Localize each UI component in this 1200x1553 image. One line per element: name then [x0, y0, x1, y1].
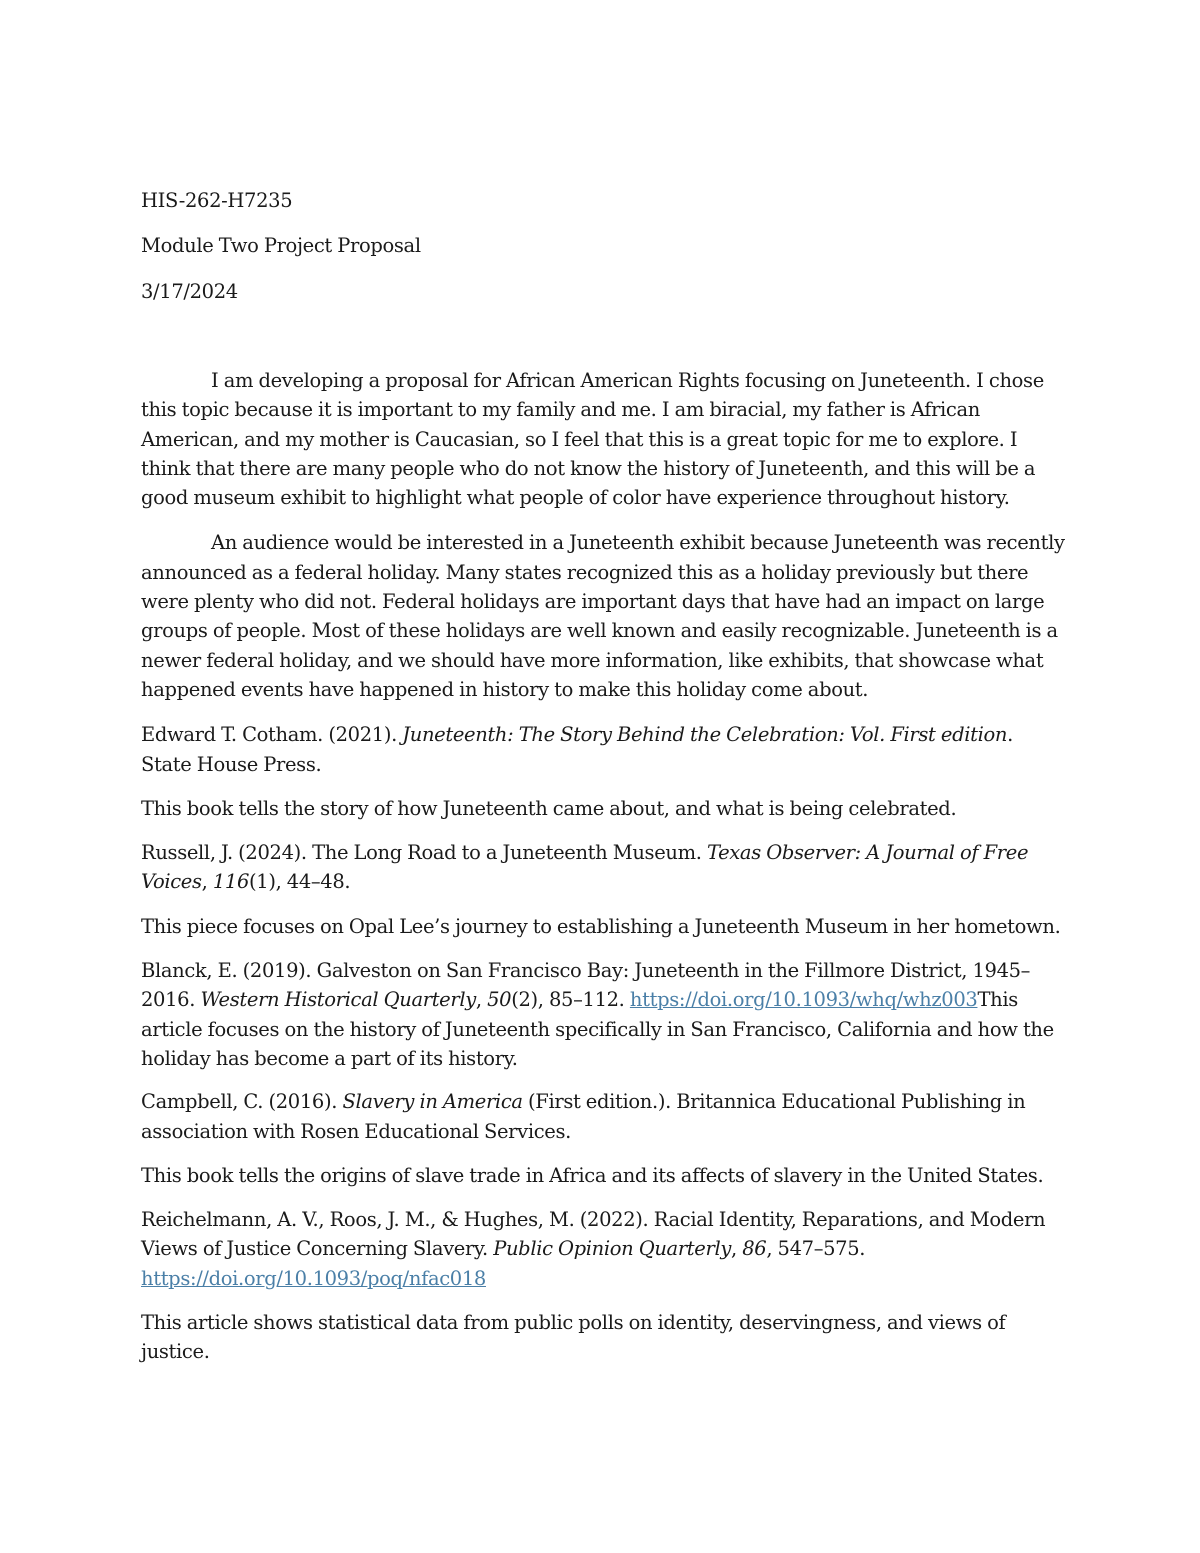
reference-tail: , 547–575.: [766, 1237, 866, 1261]
paragraph-topic: I am developing a proposal for African American Rights focusing on Juneteenth. I chose this topic because it is important to my family and me. I am biracial, my father is African American, and my mother is Caucasian, so I feel that this is a great topic for me to explore. I think that there are many people who do not know the history of Juneteenth, and this will be a good museum exhibit to highlight what people of color have experience throughout history.: [141, 369, 1044, 510]
paragraph-audience: An audience would be interested in a Juneteenth exhibit because Juneteenth was recently announced as a federal holiday. Many states recognized this as a holiday previously but there were plenty who did not. Federal holidays are important days that have had an impact on large groups of people. Most of these holidays are well known and easily recognizable. Juneteenth is a newer federal holiday, and we should have more information, like exhibits, that showcase what happened events have happened in history to make this holiday come about.: [141, 531, 1065, 701]
reference-blanck: [141, 956, 1066, 1073]
reference-lead: Edward T. Cotham. (2021).: [141, 723, 403, 747]
reference-volume: 86: [742, 1237, 767, 1261]
annotation-campbell: This book tells the origins of slave trade in Africa and its affects of slavery in the United States.: [141, 1163, 1044, 1187]
doi-link-poq[interactable]: https://doi.org/10.1093/poq/nfac018: [141, 1266, 486, 1290]
annotation-blanck: This article focuses on the history of Juneteenth specifically in San Francisco, California and how the holiday has become a part of its history.: [141, 988, 1054, 1070]
annotation-cotham: This book tells the story of how Juneteenth came about, and what is being celebrated.: [141, 796, 957, 820]
annotation-reichelmann: This article shows statistical data from public polls on identity, deservingness, and views of justice.: [141, 1311, 1006, 1364]
reference-lead: Russell, J. (2024). The Long Road to a Juneteenth Museum.: [141, 841, 707, 865]
reference-cotham: [141, 720, 1066, 779]
reference-journal: Texas Observer: A Journal of Free Voices: [141, 841, 1029, 894]
reference-separator: ,: [475, 988, 488, 1012]
reference-lead: Blanck, E. (2019). Galveston on San Francisco Bay: Juneteenth in the Fillmore District, 1945–2016.: [141, 959, 1031, 1012]
reference-tail: (First edition.). Britannica Educational Publishing in association with Rosen Educational Services.: [141, 1090, 1026, 1143]
reference-journal: Public Opinion Quarterly: [493, 1237, 732, 1261]
reference-journal: Western Historical Quarterly: [200, 988, 476, 1012]
doi-link-whq[interactable]: https://doi.org/10.1093/whq/whz003: [629, 988, 978, 1012]
course-code: HIS-262-H7235: [141, 189, 293, 212]
document-body: [141, 366, 1066, 1382]
document-date: 3/17/2024: [141, 280, 238, 303]
reference-russell: [141, 838, 1066, 897]
reference-volume: 116: [212, 870, 250, 894]
reference-volume: 50: [487, 988, 512, 1012]
reference-tail: (1), 44–48.: [249, 870, 351, 894]
reference-lead: Reichelmann, A. V., Roos, J. M., & Hughes, M. (2022). Racial Identity, Reparations, and Modern Views of Justice Concerning Slavery.: [141, 1208, 1046, 1261]
reference-tail: . State House Press.: [141, 723, 1013, 776]
reference-title: Slavery in America: [342, 1090, 523, 1114]
reference-separator: ,: [201, 870, 213, 894]
reference-campbell: [141, 1087, 1066, 1146]
reference-separator: ,: [731, 1237, 743, 1261]
annotation-russell: This piece focuses on Opal Lee’s journey to establishing a Juneteenth Museum in her hometown.: [141, 914, 1061, 938]
reference-tail: (2), 85–112.: [511, 988, 630, 1012]
reference-title: Juneteenth: The Story Behind the Celebration: Vol. First edition: [402, 723, 1008, 747]
reference-lead: Campbell, C. (2016).: [141, 1090, 343, 1114]
document-title: Module Two Project Proposal: [141, 234, 421, 257]
reference-reichelmann: [141, 1205, 1066, 1293]
